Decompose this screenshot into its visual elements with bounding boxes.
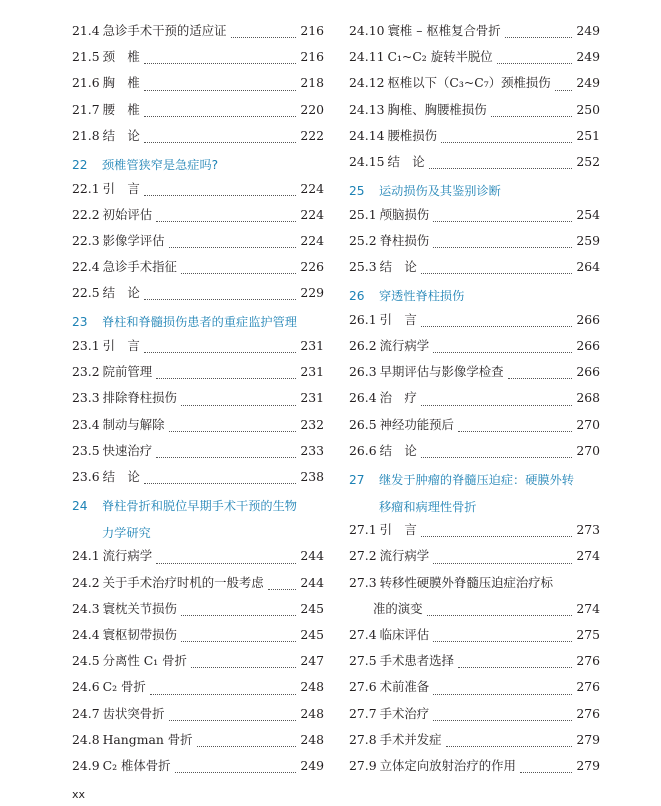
section-title: 寰椎 – 枢椎复合骨折 bbox=[387, 23, 501, 38]
toc-entry[interactable] bbox=[72, 546, 324, 572]
dot-leader bbox=[156, 562, 296, 564]
section-title: 引 言 bbox=[379, 311, 417, 327]
chapter-title: 脊柱和脊髓损伤患者的重症监护管理 bbox=[102, 315, 297, 330]
section-title: 立体定向放射治疗的作用 bbox=[379, 757, 516, 773]
dot-leader bbox=[505, 36, 573, 38]
toc-entry[interactable] bbox=[72, 388, 324, 414]
dot-leader bbox=[427, 614, 573, 616]
section-number: 23.4 bbox=[72, 416, 100, 432]
dot-leader bbox=[458, 666, 572, 668]
dot-leader bbox=[429, 167, 573, 169]
section-number: 22.2 bbox=[72, 206, 100, 222]
section-number: 22.4 bbox=[72, 259, 100, 275]
chapter-title: 脊柱骨折和脱位早期手术干预的生物 bbox=[102, 499, 297, 514]
page-number: 245 bbox=[300, 626, 324, 642]
toc-entry[interactable] bbox=[72, 467, 324, 493]
dot-leader bbox=[491, 115, 573, 117]
section-title: 准的演变 bbox=[373, 600, 423, 616]
page-number: 238 bbox=[300, 469, 324, 484]
section-number: 21.5 bbox=[72, 49, 100, 65]
toc-entry[interactable] bbox=[349, 730, 600, 756]
section-number: 24.15 bbox=[349, 153, 385, 169]
toc-entry[interactable] bbox=[349, 310, 600, 336]
page-number: 251 bbox=[576, 127, 600, 143]
section-number: 27.8 bbox=[349, 731, 377, 747]
dot-leader bbox=[156, 377, 296, 379]
page-number: 268 bbox=[576, 390, 600, 406]
section-title: 引 言 bbox=[102, 180, 140, 196]
toc-entry[interactable] bbox=[72, 73, 324, 99]
dot-leader bbox=[421, 404, 573, 406]
dot-leader bbox=[446, 745, 573, 747]
dot-leader bbox=[497, 62, 573, 64]
section-title: 流行病学 bbox=[379, 338, 430, 354]
dot-leader bbox=[144, 482, 297, 484]
toc-entry[interactable] bbox=[72, 625, 324, 651]
toc-entry[interactable] bbox=[349, 625, 600, 651]
section-title: C₂ 椎体骨折 bbox=[102, 757, 171, 773]
dot-leader bbox=[433, 220, 572, 222]
toc-right-column bbox=[349, 21, 600, 782]
section-title: 快速治疗 bbox=[102, 442, 153, 458]
section-number: 21.7 bbox=[72, 101, 100, 117]
section-number: 24.14 bbox=[349, 127, 385, 143]
section-title: C₂ 骨折 bbox=[102, 679, 146, 695]
dot-leader bbox=[169, 246, 297, 248]
page-number: 252 bbox=[576, 153, 600, 169]
toc-entry[interactable] bbox=[349, 756, 600, 782]
dot-leader bbox=[144, 89, 297, 91]
section-title: 治 疗 bbox=[379, 390, 417, 406]
section-number: 24.12 bbox=[349, 75, 385, 91]
section-title: 初始评估 bbox=[102, 206, 153, 222]
toc-entry[interactable] bbox=[349, 100, 600, 126]
chapter-heading[interactable] bbox=[72, 520, 324, 547]
dot-leader bbox=[555, 89, 573, 91]
page-number: 276 bbox=[576, 679, 600, 695]
section-number: 23.5 bbox=[72, 442, 100, 458]
section-number: 24.1 bbox=[72, 548, 100, 564]
section-number: 24.7 bbox=[72, 705, 100, 721]
section-title: 结 论 bbox=[102, 127, 140, 143]
toc-entry[interactable] bbox=[349, 415, 600, 441]
section-number: 24.13 bbox=[349, 101, 385, 117]
section-title: 引 言 bbox=[102, 338, 140, 354]
section-title: 颅脑损伤 bbox=[379, 206, 430, 222]
section-title: 结 论 bbox=[379, 259, 417, 275]
toc-entry[interactable] bbox=[72, 100, 324, 126]
page-number: 244 bbox=[300, 548, 324, 564]
dot-leader bbox=[421, 325, 573, 327]
dot-leader bbox=[520, 771, 572, 773]
toc-entry[interactable] bbox=[349, 546, 600, 572]
page-number: 231 bbox=[300, 364, 324, 380]
section-title: 流行病学 bbox=[102, 548, 153, 564]
page-number: 231 bbox=[300, 338, 324, 354]
page-number: 276 bbox=[576, 705, 600, 721]
toc-entry[interactable] bbox=[72, 205, 324, 231]
page-number: 273 bbox=[576, 522, 600, 538]
dot-leader bbox=[421, 456, 573, 458]
page-number: 266 bbox=[576, 311, 600, 327]
dot-leader bbox=[197, 745, 297, 747]
toc-entry[interactable] bbox=[349, 388, 600, 414]
toc-entry[interactable] bbox=[349, 205, 600, 231]
chapter-heading[interactable] bbox=[349, 494, 600, 521]
section-title: 腰 椎 bbox=[102, 101, 140, 117]
page-number: 222 bbox=[300, 127, 324, 143]
toc-entry[interactable] bbox=[349, 441, 600, 467]
section-title: 结 论 bbox=[379, 442, 417, 458]
section-number: 24.4 bbox=[72, 626, 100, 642]
page-number: 247 bbox=[300, 653, 324, 669]
section-title: 结 论 bbox=[102, 469, 140, 484]
section-number: 24.5 bbox=[72, 653, 100, 669]
dot-leader bbox=[231, 36, 297, 38]
toc-entry[interactable] bbox=[349, 362, 600, 388]
page-number: 248 bbox=[300, 679, 324, 695]
page-number: 270 bbox=[576, 416, 600, 432]
section-number: 27.1 bbox=[349, 522, 377, 538]
chapter-heading[interactable] bbox=[349, 283, 600, 310]
page-number: 248 bbox=[300, 705, 324, 721]
dot-leader bbox=[150, 693, 297, 695]
section-title: 临床评估 bbox=[379, 626, 430, 642]
section-number: 26.1 bbox=[349, 311, 377, 327]
section-title: 引 言 bbox=[379, 522, 417, 538]
chapter-heading[interactable] bbox=[72, 152, 324, 179]
section-title: 手术患者选择 bbox=[379, 653, 454, 669]
page-number: 275 bbox=[576, 626, 600, 642]
page-number: 216 bbox=[300, 23, 324, 38]
page-number: 231 bbox=[300, 390, 324, 406]
section-number: 26.4 bbox=[349, 390, 377, 406]
section-title: 制动与解除 bbox=[102, 416, 165, 432]
toc-entry[interactable] bbox=[72, 415, 324, 441]
section-number: 27.6 bbox=[349, 679, 377, 695]
section-title: 胸椎、胸腰椎损伤 bbox=[387, 101, 487, 117]
dot-leader bbox=[181, 614, 296, 616]
chapter-title: 移瘤和病理性骨折 bbox=[379, 499, 477, 514]
page-number: 229 bbox=[300, 285, 324, 301]
page-number: 220 bbox=[300, 101, 324, 117]
toc-entry[interactable] bbox=[349, 599, 600, 625]
dot-leader bbox=[508, 377, 573, 379]
chapter-heading[interactable] bbox=[349, 178, 600, 205]
toc-entry[interactable] bbox=[72, 257, 324, 283]
toc-entry[interactable] bbox=[72, 231, 324, 257]
page-number: 226 bbox=[300, 259, 324, 275]
dot-leader bbox=[433, 719, 572, 721]
toc-entry[interactable] bbox=[349, 520, 600, 546]
dot-leader bbox=[144, 298, 297, 300]
toc-entry[interactable] bbox=[72, 756, 324, 782]
toc-entry[interactable] bbox=[349, 126, 600, 152]
page-number: 279 bbox=[576, 731, 600, 747]
dot-leader bbox=[433, 562, 572, 564]
section-number: 24.3 bbox=[72, 600, 100, 616]
dot-leader bbox=[181, 640, 296, 642]
section-title: 手术治疗 bbox=[379, 705, 430, 721]
page-number: 224 bbox=[300, 180, 324, 196]
section-number: 25.1 bbox=[349, 206, 377, 222]
dot-leader bbox=[181, 404, 296, 406]
chapter-number: 24 bbox=[72, 499, 88, 514]
toc-left-column bbox=[72, 21, 324, 782]
section-number: 24.6 bbox=[72, 679, 100, 695]
toc-entry[interactable] bbox=[349, 73, 600, 99]
dot-leader bbox=[421, 535, 573, 537]
page-number: 249 bbox=[300, 757, 324, 773]
section-number: 21.8 bbox=[72, 127, 100, 143]
section-number: 23.3 bbox=[72, 390, 100, 406]
toc-entry[interactable] bbox=[72, 677, 324, 703]
section-number: 24.8 bbox=[72, 731, 100, 747]
dot-leader bbox=[169, 719, 297, 721]
toc-entry[interactable] bbox=[72, 336, 324, 362]
dot-leader bbox=[181, 272, 296, 274]
section-title: 流行病学 bbox=[379, 548, 430, 564]
page-number: 264 bbox=[576, 259, 600, 275]
chapter-number: 23 bbox=[72, 315, 88, 330]
page-number: 224 bbox=[300, 232, 324, 248]
page-number: 248 bbox=[300, 731, 324, 747]
chapter-heading[interactable] bbox=[72, 493, 324, 520]
toc-entry[interactable] bbox=[349, 336, 600, 362]
section-number: 26.2 bbox=[349, 338, 377, 354]
dot-leader bbox=[191, 666, 296, 668]
section-title: 颈 椎 bbox=[102, 49, 140, 65]
dot-leader bbox=[175, 771, 297, 773]
page-number: 254 bbox=[576, 206, 600, 222]
page-number: 249 bbox=[576, 23, 600, 38]
dot-leader bbox=[144, 115, 297, 117]
page-number: 259 bbox=[576, 232, 600, 248]
section-title: 寰枢韧带损伤 bbox=[102, 626, 177, 642]
section-title: 神经功能预后 bbox=[379, 416, 454, 432]
page-number: 250 bbox=[576, 101, 600, 117]
section-number: 24.9 bbox=[72, 757, 100, 773]
toc-entry[interactable] bbox=[349, 677, 600, 703]
section-title: 胸 椎 bbox=[102, 75, 140, 91]
dot-leader bbox=[156, 456, 296, 458]
page-number: 233 bbox=[300, 442, 324, 458]
section-title: 早期评估与影像学检查 bbox=[379, 364, 504, 380]
chapter-heading[interactable] bbox=[72, 309, 324, 336]
section-title: 寰枕关节损伤 bbox=[102, 600, 177, 616]
section-number: 25.3 bbox=[349, 259, 377, 275]
page-number: 276 bbox=[576, 653, 600, 669]
toc-entry[interactable] bbox=[349, 231, 600, 257]
toc-entry[interactable] bbox=[72, 651, 324, 677]
section-number: 27.9 bbox=[349, 757, 377, 773]
page-number: 266 bbox=[576, 338, 600, 354]
toc-entry[interactable] bbox=[349, 47, 600, 73]
chapter-number: 27 bbox=[349, 473, 365, 487]
section-number: 21.4 bbox=[72, 23, 100, 38]
section-number: 27.3 bbox=[349, 574, 377, 590]
toc-entry[interactable] bbox=[349, 21, 600, 47]
section-number: 27.7 bbox=[349, 705, 377, 721]
section-number: 24.2 bbox=[72, 574, 100, 590]
section-title: 结 论 bbox=[387, 153, 425, 169]
dot-leader bbox=[144, 194, 297, 196]
chapter-title: 继发于肿瘤的脊髓压迫症：硬膜外转 bbox=[379, 473, 574, 487]
dot-leader bbox=[169, 430, 297, 432]
chapter-number: 22 bbox=[72, 157, 88, 172]
toc-entry[interactable] bbox=[72, 573, 324, 599]
section-title: 急诊手术指征 bbox=[102, 259, 177, 275]
section-title: 术前准备 bbox=[379, 679, 430, 695]
section-title: 影像学评估 bbox=[102, 232, 165, 248]
chapter-title: 穿透性脊柱损伤 bbox=[379, 289, 465, 304]
section-title: 转移性硬膜外脊髓压迫症治疗标 bbox=[379, 574, 554, 590]
toc-entry[interactable] bbox=[349, 573, 600, 599]
dot-leader bbox=[144, 351, 297, 353]
section-title: C₁~C₂ 旋转半脱位 bbox=[387, 49, 493, 65]
dot-leader bbox=[433, 351, 572, 353]
toc-entry[interactable] bbox=[349, 257, 600, 283]
page-number-footer: xx bbox=[72, 788, 86, 801]
chapter-title: 力学研究 bbox=[102, 525, 151, 540]
section-number: 22.3 bbox=[72, 232, 100, 248]
toc-entry[interactable] bbox=[349, 704, 600, 730]
chapter-heading[interactable] bbox=[349, 467, 600, 494]
toc-entry[interactable] bbox=[349, 152, 600, 178]
section-title: 腰椎损伤 bbox=[387, 127, 438, 143]
page-number: 216 bbox=[300, 49, 324, 65]
page-number: 274 bbox=[576, 548, 600, 564]
dot-leader bbox=[433, 246, 572, 248]
section-number: 24.10 bbox=[349, 23, 385, 38]
page-number: 249 bbox=[576, 75, 600, 91]
section-number: 27.4 bbox=[349, 626, 377, 642]
dot-leader bbox=[156, 220, 296, 222]
section-title: 急诊手术干预的适应证 bbox=[102, 23, 227, 38]
dot-leader bbox=[144, 141, 297, 143]
toc-entry[interactable] bbox=[72, 441, 324, 467]
toc-entry[interactable] bbox=[72, 21, 324, 47]
toc-entry[interactable] bbox=[72, 126, 324, 152]
section-number: 22.5 bbox=[72, 285, 100, 301]
page-number: 244 bbox=[300, 574, 324, 590]
toc-entry[interactable] bbox=[349, 651, 600, 677]
section-title: 排除脊柱损伤 bbox=[102, 390, 177, 406]
dot-leader bbox=[441, 141, 572, 143]
section-number: 23.1 bbox=[72, 338, 100, 354]
chapter-number: 26 bbox=[349, 289, 365, 304]
chapter-number: 25 bbox=[349, 184, 365, 199]
dot-leader bbox=[458, 430, 572, 432]
section-title: 分离性 C₁ 骨折 bbox=[102, 653, 187, 669]
page-number: 245 bbox=[300, 600, 324, 616]
section-number: 26.5 bbox=[349, 416, 377, 432]
section-title: 结 论 bbox=[102, 285, 140, 301]
section-number: 27.5 bbox=[349, 653, 377, 669]
section-title: 关于手术治疗时机的一般考虑 bbox=[102, 574, 264, 590]
section-title: Hangman 骨折 bbox=[102, 731, 193, 747]
section-title: 脊柱损伤 bbox=[379, 232, 430, 248]
section-number: 23.6 bbox=[72, 469, 100, 484]
dot-leader bbox=[433, 693, 572, 695]
dot-leader bbox=[421, 272, 573, 274]
section-title: 院前管理 bbox=[102, 364, 153, 380]
toc-entry[interactable] bbox=[72, 730, 324, 756]
toc-entry[interactable] bbox=[72, 704, 324, 730]
chapter-title: 颈椎管狭窄是急症吗? bbox=[102, 157, 219, 172]
page-number: 224 bbox=[300, 206, 324, 222]
section-number: 26.6 bbox=[349, 442, 377, 458]
page-number: 218 bbox=[300, 75, 324, 91]
section-number: 21.6 bbox=[72, 75, 100, 91]
dot-leader bbox=[144, 62, 297, 64]
toc-entry[interactable] bbox=[72, 179, 324, 205]
toc-entry[interactable] bbox=[72, 599, 324, 625]
page-number: 279 bbox=[576, 757, 600, 773]
section-number: 26.3 bbox=[349, 364, 377, 380]
page-number: 274 bbox=[576, 600, 600, 616]
page-number: 270 bbox=[576, 442, 600, 458]
section-number: 27.2 bbox=[349, 548, 377, 564]
toc-entry[interactable] bbox=[72, 362, 324, 388]
section-number: 25.2 bbox=[349, 232, 377, 248]
section-title: 齿状突骨折 bbox=[102, 705, 165, 721]
page-number: 266 bbox=[576, 364, 600, 380]
section-title: 枢椎以下（C₃~C₇）颈椎损伤 bbox=[387, 75, 551, 91]
dot-leader bbox=[433, 640, 572, 642]
toc-entry[interactable] bbox=[72, 283, 324, 309]
section-number: 23.2 bbox=[72, 364, 100, 380]
section-title: 手术并发症 bbox=[379, 731, 442, 747]
section-number: 22.1 bbox=[72, 180, 100, 196]
section-number: 24.11 bbox=[349, 49, 385, 65]
page-number: 249 bbox=[576, 49, 600, 65]
dot-leader bbox=[268, 588, 297, 590]
chapter-title: 运动损伤及其鉴别诊断 bbox=[379, 184, 501, 199]
toc-entry[interactable] bbox=[72, 47, 324, 73]
page-number: 232 bbox=[300, 416, 324, 432]
